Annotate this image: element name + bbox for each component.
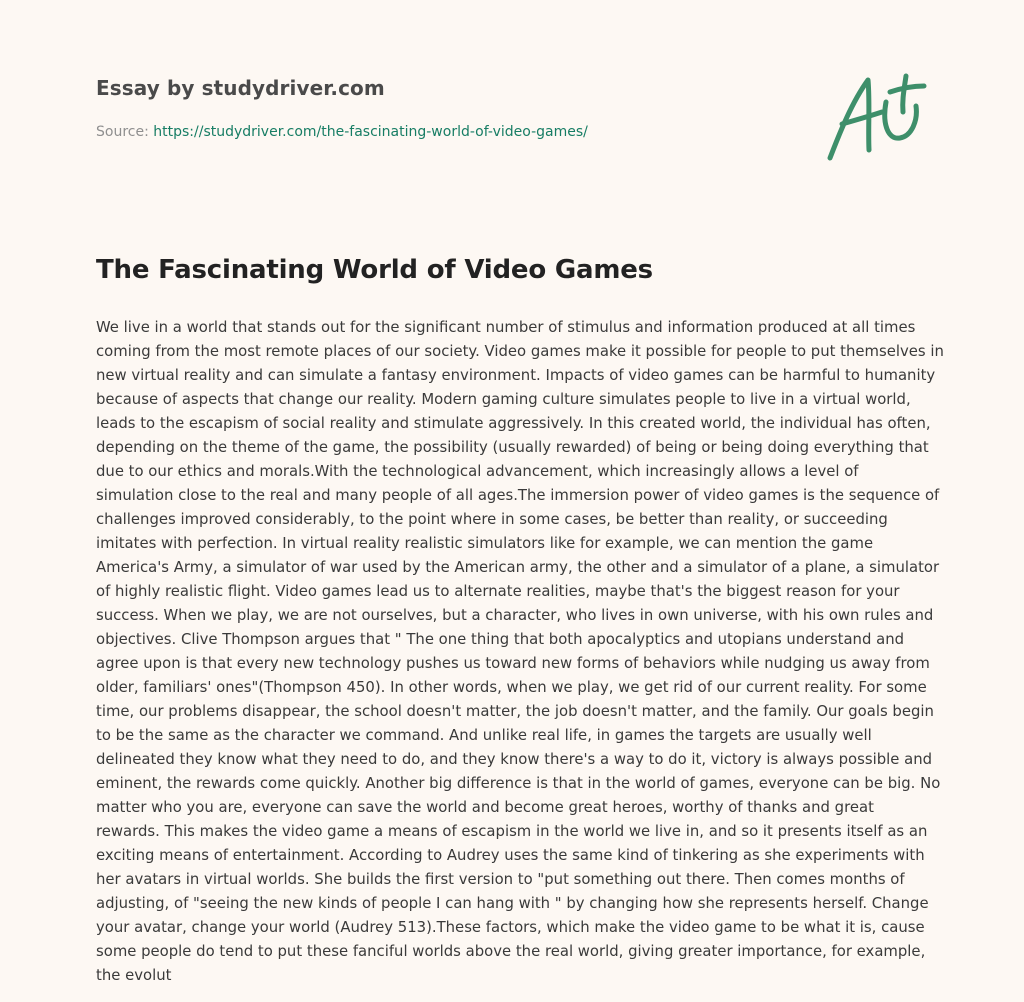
essay-title: The Fascinating World of Video Games (96, 255, 653, 285)
essay-line: simulation close to the real and many people of all ages.The immersion power of video games is the sequence of (96, 486, 940, 504)
essay-line: older, familiars' ones"(Thompson 450). In other words, when we play, we get rid of our current reality. For some (96, 678, 927, 696)
essay-line: time, our problems disappear, the school doesn't matter, the job doesn't matter, and the family. Our goals begin (96, 702, 934, 720)
essay-line: imitates with perfection. In virtual reality realistic simulators like for example, we can mention the game (96, 534, 874, 552)
source-label: Source: (96, 124, 149, 140)
essay-line: new virtual reality and can simulate a fantasy environment. Impacts of video games can be harmful to humanity (96, 366, 936, 384)
essay-line: due to our ethics and morals.With the technological advancement, which increasingly allows a level of (96, 462, 859, 480)
essay-line: adjusting, of "seeing the new kinds of people I can hang with " by changing how she represents herself. Change (96, 894, 929, 912)
essay-line: eminent, the rewards come quickly. Another big difference is that in the world of games, everyone can be big. No (96, 774, 941, 792)
essay-line: her avatars in virtual worlds. She builds the first version to "put something out there. Then comes months of (96, 870, 905, 888)
essay-line: depending on the theme of the game, the possibility (usually rewarded) of being or being doing everything that (96, 438, 929, 456)
essay-line: America's Army, a simulator of war used by the American army, the other and a simulator of a plane, a simulator (96, 558, 940, 576)
a-plus-logo (820, 66, 928, 166)
essay-line: exciting means of entertainment. According to Audrey uses the same kind of tinkering as she experiments with (96, 846, 925, 864)
a-plus-logo-graphic (820, 66, 928, 166)
site-brand-title: Essay by studydriver.com (96, 76, 385, 100)
essay-line: your avatar, change your world (Audrey 513).These factors, which make the video game to be what it is, cause (96, 918, 925, 936)
essay-line: delineated they know what they need to do, and they know there's a way to do it, victory is always possible and (96, 750, 933, 768)
essay-line: objectives. Clive Thompson argues that " The one thing that both apocalyptics and utopians understand and (96, 630, 905, 648)
source-line (96, 124, 588, 140)
essay-line: leads to the escapism of social reality and stimulate aggressively. In this created world, the individual has often, (96, 414, 931, 432)
essay-line: challenges improved considerably, to the point where in some cases, be better than reality, or succeeding (96, 510, 888, 528)
essay-line: because of aspects that change our reality. Modern gaming culture simulates people to live in a virtual world, (96, 390, 911, 408)
essay-line: matter who you are, everyone can save the world and become great heroes, worthy of thanks and great (96, 798, 874, 816)
essay-line: to be the same as the character we command. And unlike real life, in games the targets are usually well (96, 726, 872, 744)
essay-body (96, 315, 944, 987)
essay-line: some people do tend to put these fanciful worlds above the real world, giving greater importance, for example, (96, 942, 926, 960)
essay-line: agree upon is that every new technology pushes us toward new forms of behaviors while nudging us away from (96, 654, 930, 672)
essay-line: of highly realistic flight. Video games lead us to alternate realities, maybe that's the biggest reason for your (96, 582, 900, 600)
essay-line: coming from the most remote places of our society. Video games make it possible for people to put themselves in (96, 342, 944, 360)
source-link[interactable]: https://studydriver.com/the-fascinating-world-of-video-games/ (153, 124, 588, 140)
essay-line: the evolut (96, 966, 172, 984)
essay-line: success. When we play, we are not ourselves, but a character, who lives in own universe, with his own rules and (96, 606, 934, 624)
essay-line: rewards. This makes the video game a means of escapism in the world we live in, and so it presents itself as an (96, 822, 928, 840)
essay-line: We live in a world that stands out for the significant number of stimulus and information produced at all times (96, 318, 916, 336)
